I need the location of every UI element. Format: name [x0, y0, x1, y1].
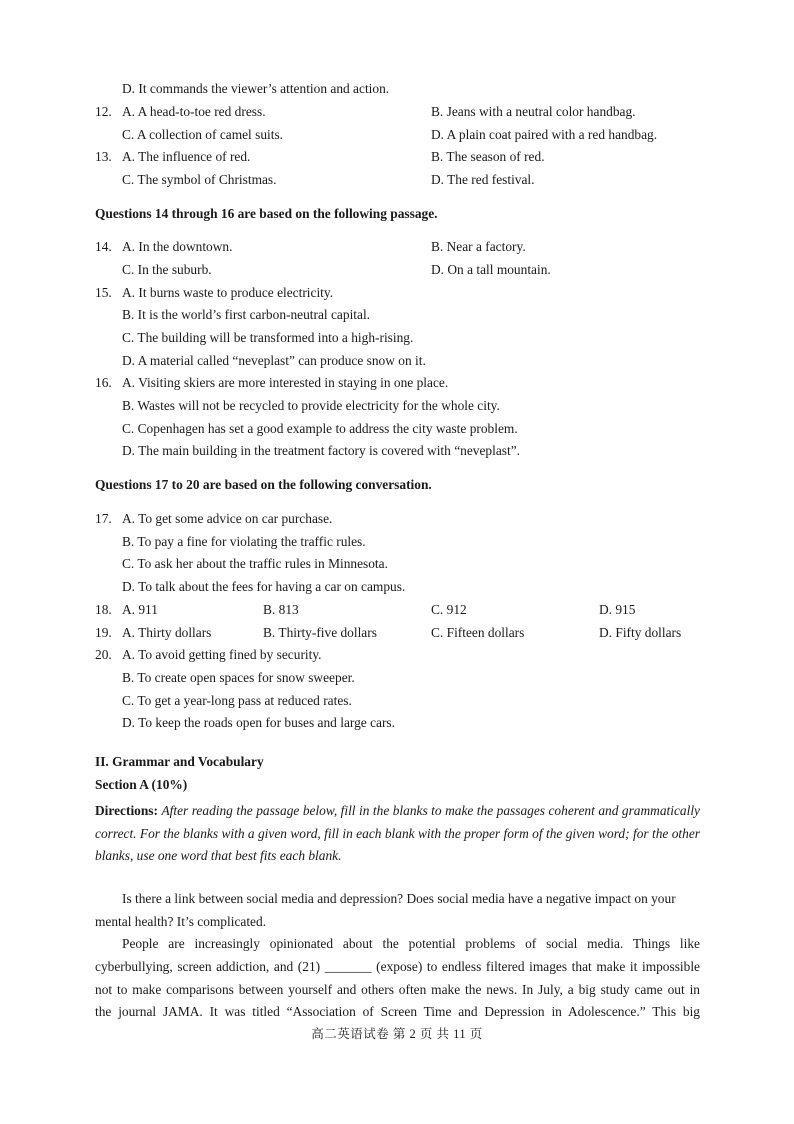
q18-number: 18. — [95, 602, 112, 617]
q20-option-a: A. To avoid getting fined by security. — [122, 647, 322, 662]
passage-p1-line2: mental health? It’s complicated. — [95, 914, 267, 929]
passage-p2-line1: People are increasingly opinionated about the potential problems of social media. Things like — [122, 936, 700, 951]
q19-option-b: B. Thirty-five dollars — [263, 625, 377, 640]
q20-option-c: C. To get a year-long pass at reduced rates. — [122, 693, 352, 708]
q16-option-b: B. Wastes will not be recycled to provide electricity for the whole city. — [122, 398, 500, 413]
q20-option-d: D. To keep the roads open for buses and large cars. — [122, 715, 395, 730]
q14-number: 14. — [95, 239, 112, 254]
q13-number: 13. — [95, 149, 112, 164]
q13-option-c: C. The symbol of Christmas. — [122, 172, 277, 187]
q16-number: 16. — [95, 375, 112, 390]
q16-option-c: C. Copenhagen has set a good example to address the city waste problem. — [122, 421, 518, 436]
q19-option-c: C. Fifteen dollars — [431, 625, 525, 640]
q12-option-d: D. A plain coat paired with a red handbag. — [431, 127, 658, 142]
heading-questions-17-20: Questions 17 to 20 are based on the following conversation. — [95, 477, 432, 492]
q16-option-d: D. The main building in the treatment factory is covered with “neveplast”. — [122, 443, 520, 458]
q14-option-a: A. In the downtown. — [122, 239, 233, 254]
q15-number: 15. — [95, 285, 112, 300]
q15-option-b: B. It is the world’s first carbon-neutral capital. — [122, 307, 371, 322]
section-subtitle: Section A (10%) — [95, 777, 188, 792]
section-title: II. Grammar and Vocabulary — [95, 754, 264, 769]
passage-p1-line1: Is there a link between social media and depression? Does social media have a negative impact on your — [122, 891, 676, 906]
directions — [95, 800, 700, 868]
directions-text: After reading the passage below, fill in the blanks to make the passages coherent and grammatically correct. For the blanks with a given word, fill in each blank with the proper form of the given word; for the other blanks, use one word that best fits each blank. — [95, 803, 700, 864]
q13-option-b: B. The season of red. — [431, 149, 545, 164]
q18-option-a: A. 911 — [122, 602, 158, 617]
passage-p2-line4: the journal JAMA. It was titled “Association of Screen Time and Depression in Adolescence.” This big — [95, 1004, 700, 1019]
q13-option-a: A. The influence of red. — [122, 149, 251, 164]
q12-option-b: B. Jeans with a neutral color handbag. — [431, 104, 636, 119]
q12-option-a: A. A head-to-toe red dress. — [122, 104, 266, 119]
q13-option-d: D. The red festival. — [431, 172, 535, 187]
q14-option-d: D. On a tall mountain. — [431, 262, 551, 277]
q17-option-d: D. To talk about the fees for having a car on campus. — [122, 579, 406, 594]
q19-option-a: A. Thirty dollars — [122, 625, 212, 640]
q20-option-b: B. To create open spaces for snow sweeper. — [122, 670, 355, 685]
q20-number: 20. — [95, 647, 112, 662]
q15-option-c: C. The building will be transformed into a high-rising. — [122, 330, 414, 345]
heading-questions-14-16: Questions 14 through 16 are based on the following passage. — [95, 206, 438, 221]
q14-option-b: B. Near a factory. — [431, 239, 526, 254]
q18-option-b: B. 813 — [263, 602, 299, 617]
q15-option-a: A. It burns waste to produce electricity. — [122, 285, 334, 300]
q14-option-c: C. In the suburb. — [122, 262, 212, 277]
q17-option-c: C. To ask her about the traffic rules in Minnesota. — [122, 556, 388, 571]
page-footer: 高二英语试卷 第 2 页 共 11 页 — [311, 1027, 483, 1041]
q18-option-d: D. 915 — [599, 602, 636, 617]
passage-p2-line2: cyberbullying, screen addiction, and (21) _______ (expose) to endless filtered images that make it impossible — [95, 959, 700, 974]
q17-option-a: A. To get some advice on car purchase. — [122, 511, 333, 526]
q16-option-a: A. Visiting skiers are more interested in staying in one place. — [122, 375, 449, 390]
q11-option-d: D. It commands the viewer’s attention and action. — [122, 81, 390, 96]
q12-option-c: C. A collection of camel suits. — [122, 127, 284, 142]
q18-option-c: C. 912 — [431, 602, 467, 617]
directions-label: Directions: — [95, 803, 158, 818]
q15-option-d: D. A material called “neveplast” can produce snow on it. — [122, 353, 426, 368]
q17-number: 17. — [95, 511, 112, 526]
q19-number: 19. — [95, 625, 112, 640]
q17-option-b: B. To pay a fine for violating the traffic rules. — [122, 534, 366, 549]
q12-number: 12. — [95, 104, 112, 119]
q19-option-d: D. Fifty dollars — [599, 625, 682, 640]
passage-p2-line3: not to make comparisons between yourself and others often make the news. In July, a big study came out in — [95, 982, 700, 997]
